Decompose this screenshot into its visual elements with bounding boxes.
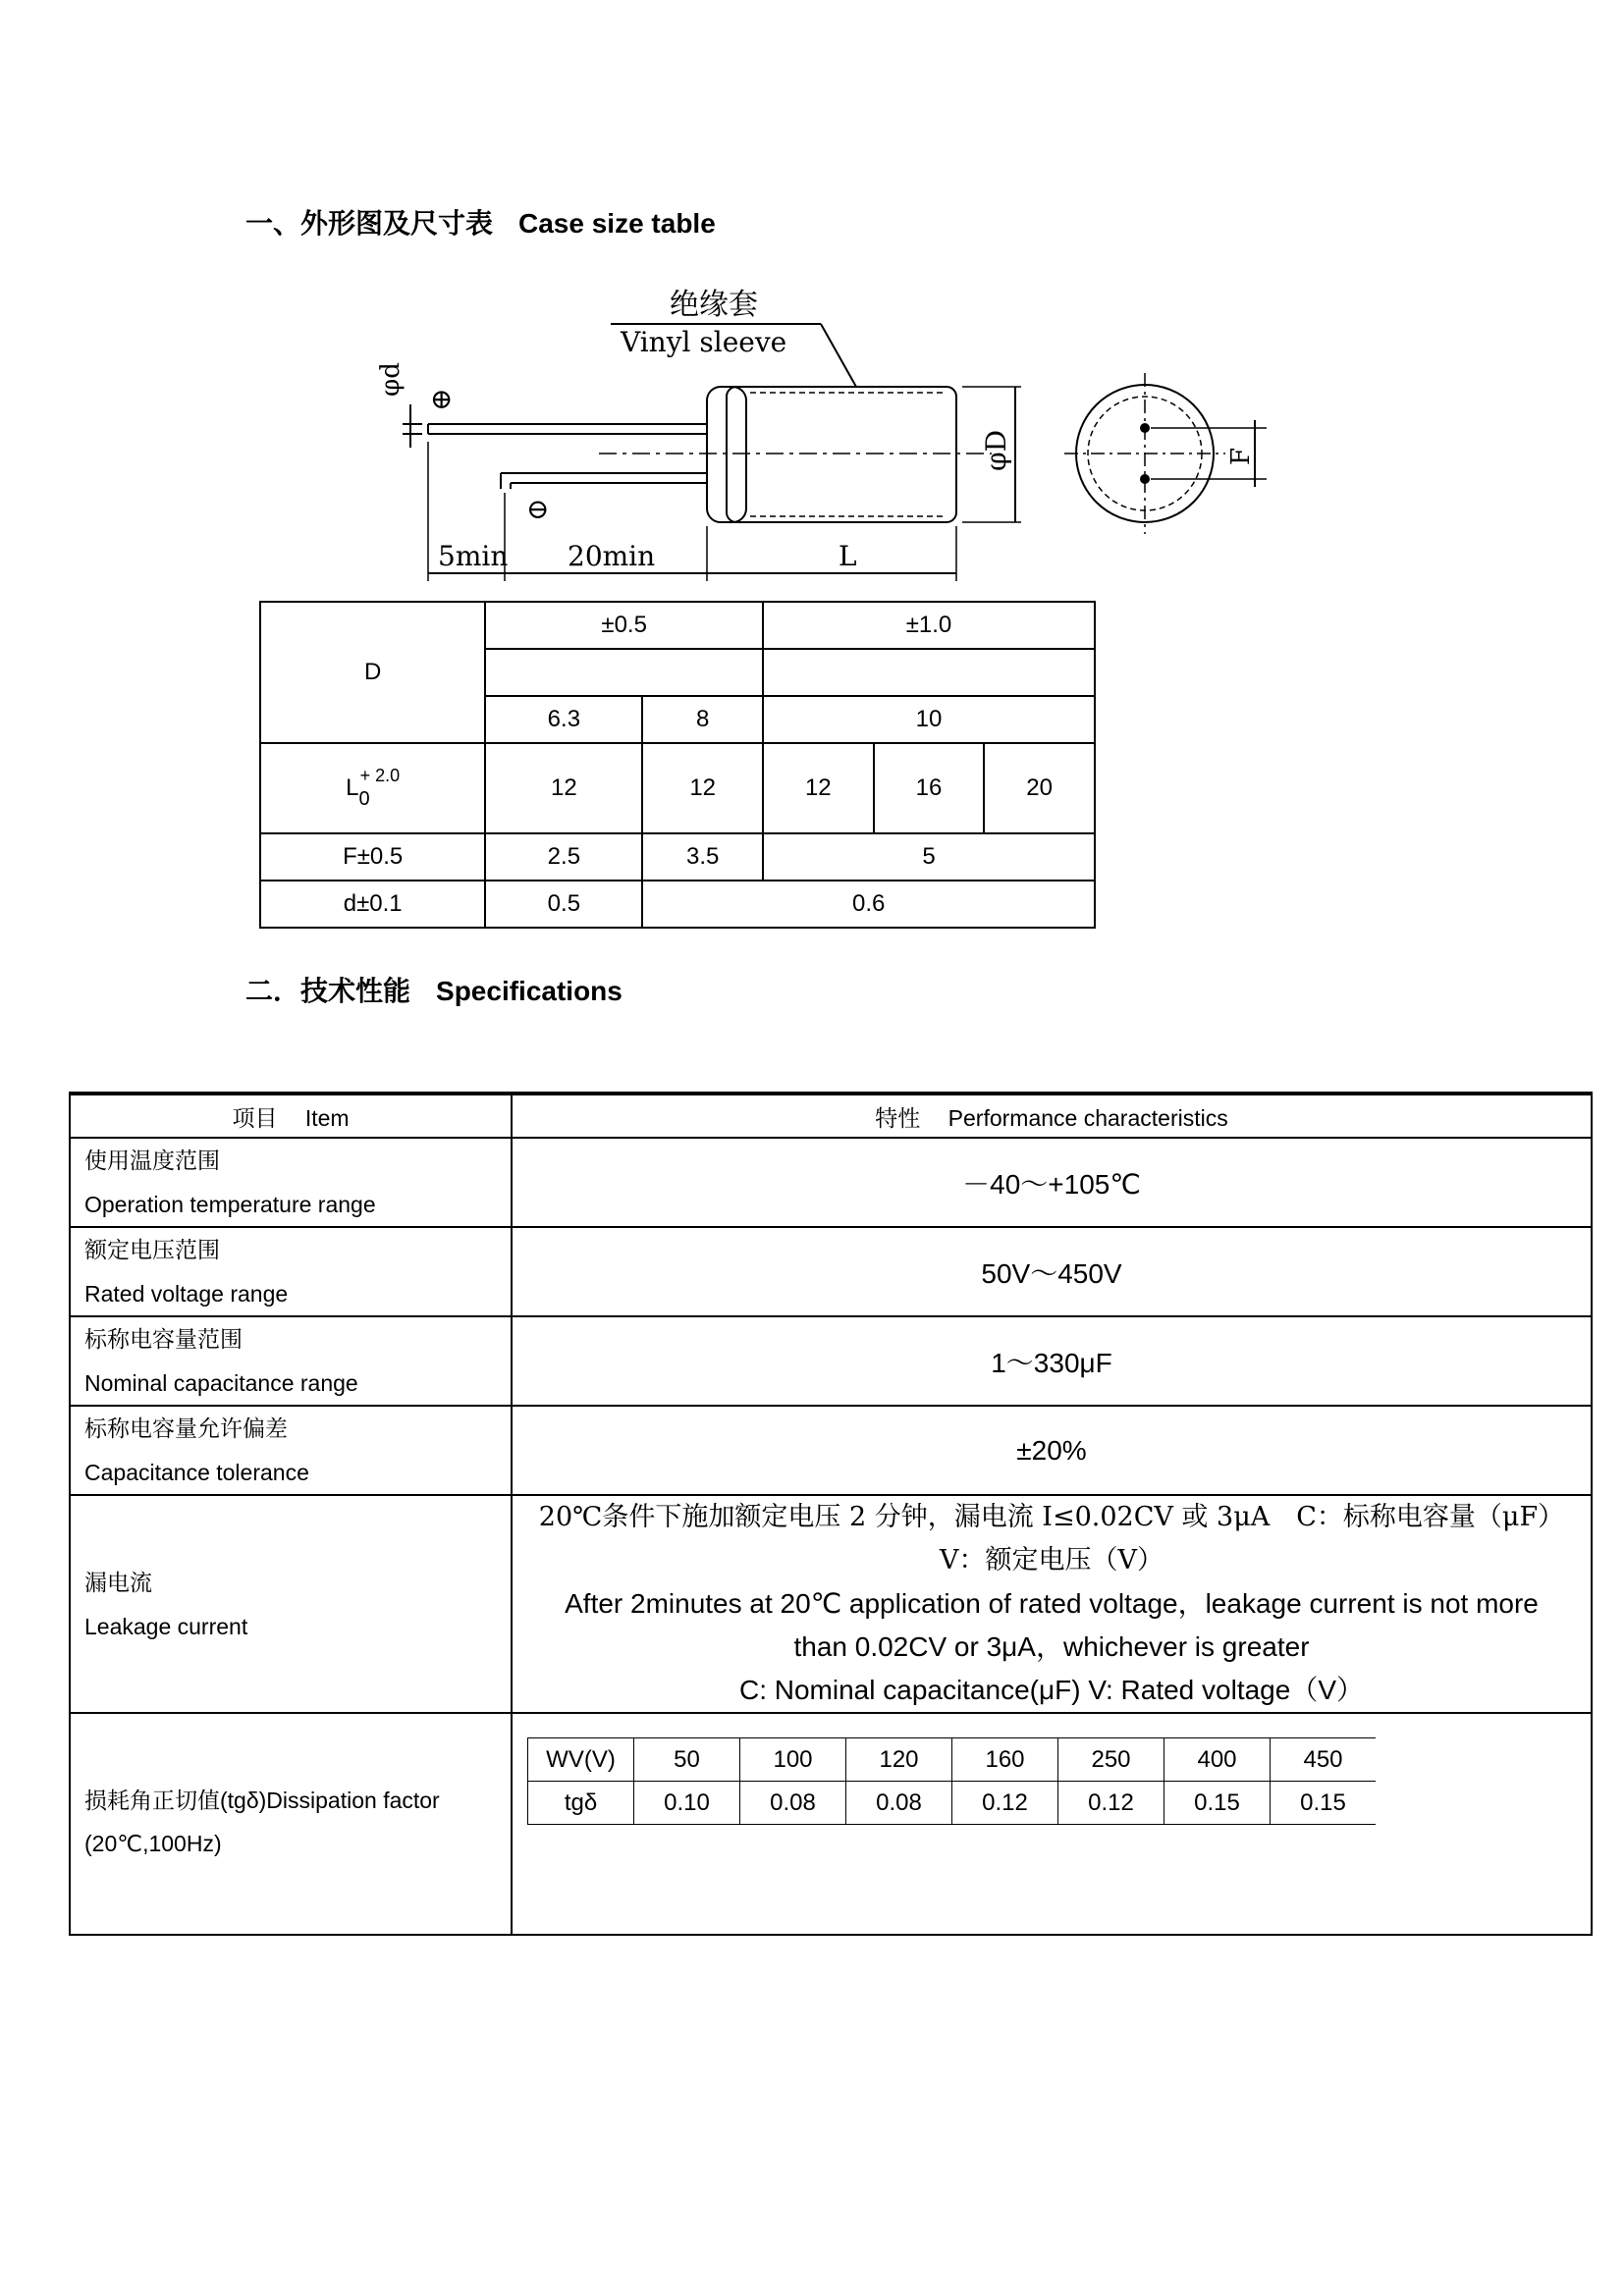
dim-20min: 20min — [568, 540, 656, 572]
spec-value: 50V～450V — [981, 1257, 1122, 1289]
diameter-cell — [642, 696, 763, 743]
case-size-table — [259, 601, 1096, 929]
dim-F: F — [1226, 447, 1256, 465]
tol-10-cell — [763, 602, 1095, 649]
spec-item-cn: 使用温度范围 — [84, 1148, 220, 1174]
df-value: 0.15 — [1271, 1782, 1377, 1825]
df-voltage: 450 — [1271, 1738, 1377, 1782]
spec-header-row — [70, 1094, 1592, 1138]
spec-value-cell — [512, 1138, 1592, 1227]
df-table — [527, 1737, 1376, 1825]
spec-value-cell — [512, 1227, 1592, 1316]
spec-value-cell — [512, 1406, 1592, 1495]
dd-value: 0.5 — [547, 890, 581, 917]
diameter-value: 8 — [696, 706, 710, 732]
minus-terminal: ⊖ — [526, 493, 550, 525]
spec-item-cn: 标称电容量范围 — [84, 1327, 243, 1353]
dd-cell — [485, 881, 642, 928]
L-base: L — [346, 774, 359, 801]
spec-value: ±20% — [1016, 1434, 1087, 1466]
df-value: 0.12 — [952, 1782, 1058, 1825]
L-cell — [485, 743, 642, 833]
leakage-line2: V：额定电压（V） — [940, 1545, 1164, 1575]
df-tg-label: tgδ — [528, 1782, 634, 1825]
phi-d-label: φd — [376, 362, 406, 397]
df-voltage-row — [528, 1738, 1377, 1782]
tol-05: ±0.5 — [601, 612, 647, 638]
tol-10: ±1.0 — [905, 612, 952, 638]
L-value: 12 — [551, 774, 577, 801]
sleeve-label-en: Vinyl sleeve — [621, 326, 787, 358]
tol-05-cell — [485, 602, 763, 649]
d-label: D — [364, 659, 382, 685]
spec-item-en: Rated voltage range — [84, 1281, 289, 1307]
spec-value: 1～330μF — [991, 1347, 1112, 1378]
df-voltage: 250 — [1058, 1738, 1164, 1782]
header-item-en: Item — [304, 1104, 350, 1131]
leakage-item-cell — [70, 1495, 512, 1713]
header-perf-cell — [512, 1094, 1592, 1138]
df-row — [70, 1713, 1592, 1935]
df-condition: (20℃,100Hz) — [84, 1831, 222, 1856]
spec-value: －40～+105℃ — [962, 1168, 1141, 1200]
df-item-cell — [70, 1713, 512, 1935]
spec-item-cell — [70, 1316, 512, 1406]
L-sub: 0 — [358, 788, 370, 810]
L-value: 12 — [804, 774, 832, 801]
header-perf-en: Performance characteristics — [947, 1104, 1228, 1131]
dd-value: 0.6 — [852, 890, 886, 917]
section2-title-en: Specifications — [436, 976, 623, 1006]
spec-table — [69, 1092, 1593, 1936]
L-cell — [874, 743, 985, 833]
leakage-item-en: Leakage current — [84, 1613, 248, 1639]
F-cell — [485, 833, 642, 881]
spec-item-en: Nominal capacitance range — [84, 1370, 358, 1396]
L-value: 20 — [1026, 774, 1053, 801]
section2-title-cn: 二．技术性能 — [245, 975, 411, 1007]
diameter-value: 10 — [915, 706, 943, 732]
df-value: 0.10 — [634, 1782, 740, 1825]
spec-item-cell — [70, 1406, 512, 1495]
F-value: 2.5 — [547, 843, 581, 870]
d-label-cell — [260, 602, 485, 743]
diameter-cell — [485, 696, 642, 743]
df-label: 损耗角正切值(tgδ)Dissipation factor — [84, 1788, 440, 1813]
spec-item-en: Operation temperature range — [84, 1192, 376, 1217]
leakage-row — [70, 1495, 1592, 1713]
df-value: 0.08 — [740, 1782, 846, 1825]
spec-row — [70, 1316, 1592, 1406]
sleeve-label-cn: 绝缘套 — [670, 288, 758, 322]
L-cell — [642, 743, 763, 833]
df-value: 0.12 — [1058, 1782, 1164, 1825]
F-cell — [763, 833, 1095, 881]
L-cell — [984, 743, 1095, 833]
df-value: 0.15 — [1164, 1782, 1271, 1825]
blank-cell — [763, 649, 1095, 696]
L-label-cell — [260, 743, 485, 833]
df-voltage: 160 — [952, 1738, 1058, 1782]
df-voltage: 400 — [1164, 1738, 1271, 1782]
F-label: F±0.5 — [343, 843, 404, 870]
L-value: 16 — [915, 774, 943, 801]
F-value: 5 — [922, 843, 936, 870]
spec-item-en: Capacitance tolerance — [84, 1460, 309, 1485]
df-value: 0.08 — [846, 1782, 952, 1825]
spec-item-cn: 标称电容量允许偏差 — [84, 1416, 288, 1442]
leakage-item-cn: 漏电流 — [84, 1570, 152, 1596]
header-item-cell — [70, 1094, 512, 1138]
L-sup: + 2.0 — [359, 766, 401, 785]
section1-title-cn: 一、外形图及尺寸表 — [245, 207, 494, 240]
L-label — [346, 766, 401, 810]
df-tg-row — [528, 1782, 1377, 1825]
dd-label: d±0.1 — [343, 890, 403, 917]
section1-title-en: Case size table — [518, 208, 716, 239]
header-item-cn: 项目 — [232, 1105, 278, 1132]
L-value: 12 — [689, 774, 717, 801]
L-cell — [763, 743, 874, 833]
spec-item-cn: 额定电压范围 — [84, 1238, 220, 1263]
diameter-value: 6.3 — [547, 706, 581, 732]
blank-cell — [485, 649, 763, 696]
df-wv-label: WV(V) — [528, 1738, 634, 1782]
leakage-line5: C: Nominal capacitance(μF) V: Rated voltage（V） — [738, 1675, 1365, 1705]
spec-row — [70, 1138, 1592, 1227]
section2-heading — [245, 970, 623, 1009]
df-voltage: 100 — [740, 1738, 846, 1782]
F-label-cell — [260, 833, 485, 881]
spec-item-cell — [70, 1138, 512, 1227]
F-cell — [642, 833, 763, 881]
dd-label-cell — [260, 881, 485, 928]
leakage-value-cell — [512, 1495, 1592, 1713]
df-value-cell — [512, 1713, 1592, 1935]
plus-terminal: ⊕ — [430, 383, 454, 415]
spec-item-cell — [70, 1227, 512, 1316]
df-voltage: 120 — [846, 1738, 952, 1782]
df-voltage: 50 — [634, 1738, 740, 1782]
leakage-line4: than 0.02CV or 3μA，whichever is greater — [793, 1631, 1310, 1662]
leakage-line3: After 2minutes at 20℃ application of rated voltage，leakage current is not more — [565, 1588, 1539, 1619]
phi-D-label: φD — [980, 429, 1012, 471]
dim-L: L — [839, 540, 857, 572]
case-drawing — [353, 275, 1276, 589]
header-perf-cn: 特性 — [875, 1105, 921, 1132]
spec-row — [70, 1227, 1592, 1316]
dd-cell — [642, 881, 1095, 928]
leakage-line1: 20℃条件下施加额定电压 2 分钟，漏电流 I≤0.02CV 或 3μA C：标称电容量（μF） — [538, 1502, 1565, 1532]
section1-heading — [245, 202, 716, 241]
F-value: 3.5 — [685, 843, 720, 870]
diameter-cell — [763, 696, 1095, 743]
spec-value-cell — [512, 1316, 1592, 1406]
spec-row — [70, 1406, 1592, 1495]
dim-5min: 5min — [438, 540, 509, 572]
